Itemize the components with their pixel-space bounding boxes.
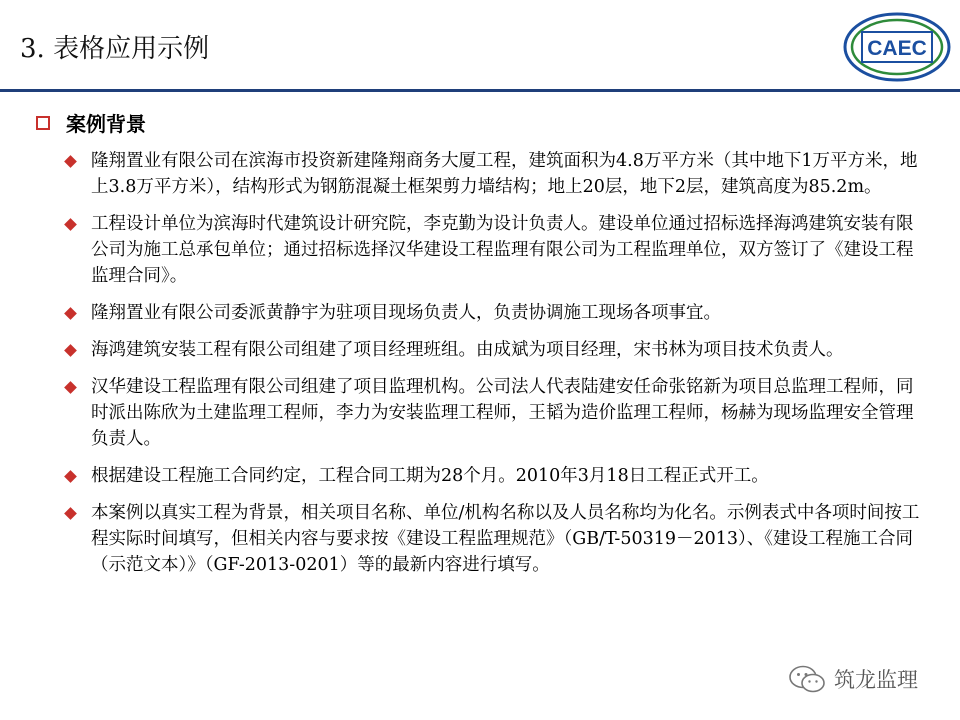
diamond-bullet-icon	[64, 381, 77, 394]
section-heading	[36, 108, 146, 137]
list-item-text: 隆翔置业有限公司委派黄静宇为驻项目现场负责人，负责协调施工现场各项事宜。	[91, 303, 721, 323]
list-item-text: 本案例以真实工程为背景，相关项目名称、单位/机构名称以及人员名称均为化名。示例表式中各项时间按工程实际时间填写，但相关内容与要求按《建设工程监理规范》（GB/T-50319－2013）、《建设工程施工合同（示范文本）》（GF-2013-0201）等的最新内容进行填写。	[91, 503, 920, 575]
diamond-bullet-icon	[64, 507, 77, 520]
list-item	[64, 374, 924, 452]
diamond-bullet-icon	[64, 155, 77, 168]
list-item	[64, 211, 924, 289]
list-item	[64, 463, 924, 489]
bullet-list	[64, 148, 924, 589]
list-item	[64, 337, 924, 363]
list-item-text: 隆翔置业有限公司在滨海市投资新建隆翔商务大厦工程，建筑面积为4.8万平方米（其中地下1万平方米，地上3.8万平方米），结构形式为钢筋混凝土框架剪力墙结构；地上20层，地下2层，建筑高度为85.2m。	[91, 151, 918, 197]
page-title: 3. 表格应用示例	[20, 34, 210, 64]
logo-text: CAEC	[867, 37, 927, 60]
square-bullet-icon	[36, 116, 50, 130]
watermark-text: 筑龙监理	[834, 668, 918, 692]
header-divider	[0, 89, 960, 92]
diamond-bullet-icon	[64, 344, 77, 357]
watermark	[788, 664, 918, 694]
list-item-text: 汉华建设工程监理有限公司组建了项目监理机构。公司法人代表陆建安任命张铭新为项目总监理工程师，同时派出陈欣为土建监理工程师，李力为安装监理工程师，王韬为造价监理工程师，杨赫为现场监理安全管理负责人。	[91, 377, 914, 449]
diamond-bullet-icon	[64, 470, 77, 483]
list-item	[64, 148, 924, 200]
list-item-text: 工程设计单位为滨海时代建筑设计研究院，李克勤为设计负责人。建设单位通过招标选择海鸿建筑安装有限公司为施工总承包单位；通过招标选择汉华建设工程监理有限公司为工程监理单位，双方签订了《建设工程监理合同》。	[91, 214, 914, 286]
list-item-text: 海鸿建筑安装工程有限公司组建了项目经理班组。由成斌为项目经理，宋书林为项目技术负责人。	[91, 340, 844, 360]
diamond-bullet-icon	[64, 218, 77, 231]
list-item-text: 根据建设工程施工合同约定，工程合同工期为28个月。2010年3月18日工程正式开工。	[91, 466, 769, 486]
section-title: 案例背景	[66, 112, 146, 136]
list-item	[64, 500, 924, 578]
list-item	[64, 300, 924, 326]
caec-logo	[842, 10, 952, 82]
diamond-bullet-icon	[64, 307, 77, 320]
wechat-icon	[788, 664, 826, 694]
